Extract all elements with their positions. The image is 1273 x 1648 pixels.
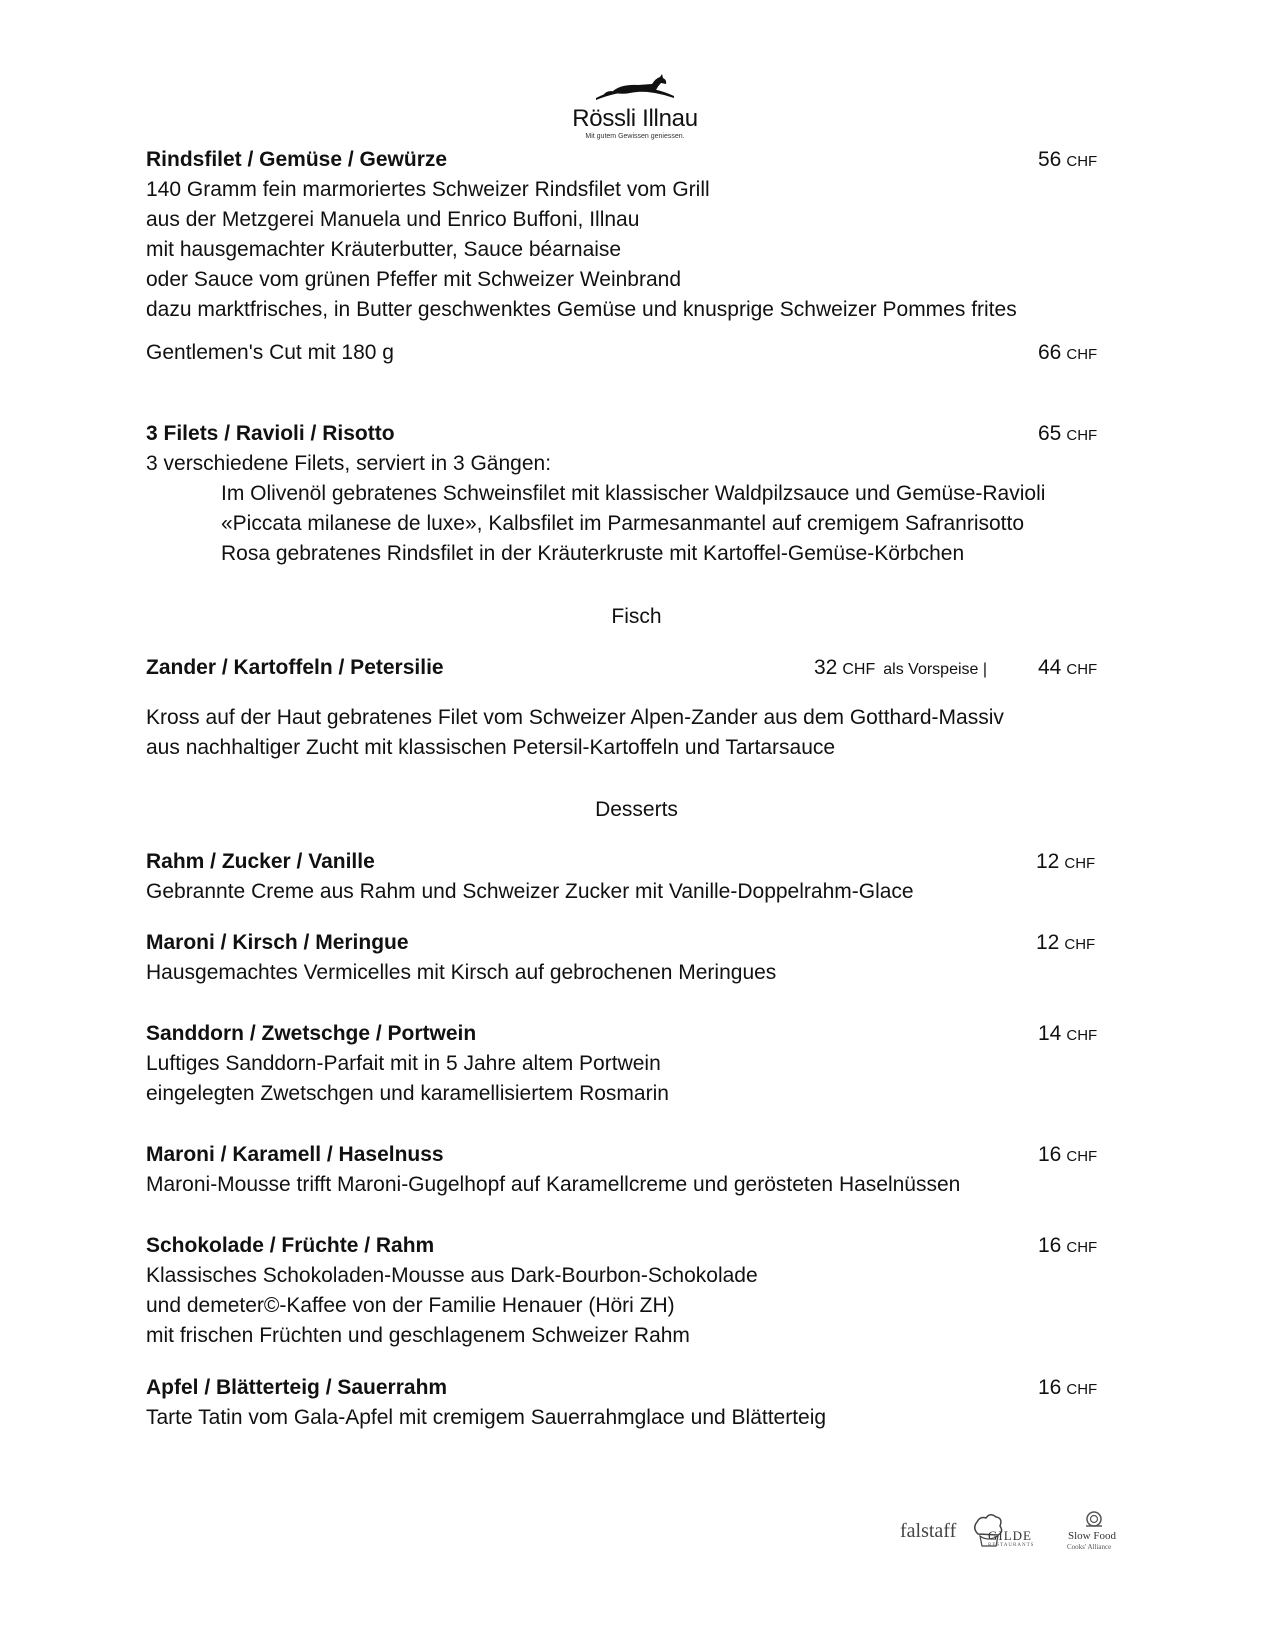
starter-price: 32 CHF als Vorspeise |: [814, 656, 988, 679]
menu-item-description: Klassisches Schokoladen-Mousse aus Dark-Bourbon-Schokolade: [146, 1264, 758, 1287]
footer-partner-logos: [900, 1510, 1125, 1558]
slowfood-logo-sub: Cooks' Alliance: [1067, 1543, 1112, 1551]
menu-item-price: 65 CHF: [1038, 422, 1098, 445]
menu-item-price: 12 CHF: [1036, 931, 1096, 954]
logo-name: Rössli Illnau: [572, 105, 698, 132]
menu-item-title: Rahm / Zucker / Vanille: [146, 850, 375, 873]
menu-item-title: Maroni / Kirsch / Meringue: [146, 931, 409, 954]
menu-item-variant: Gentlemen's Cut mit 180 g: [146, 341, 394, 364]
menu-item-description: aus der Metzgerei Manuela und Enrico Buffoni, Illnau: [146, 208, 640, 231]
menu-item-title: Zander / Kartoffeln / Petersilie: [146, 656, 444, 679]
menu-item-description: dazu marktfrisches, in Butter geschwenktes Gemüse und knusprige Schweizer Pommes frites: [146, 298, 1017, 321]
menu-item-title: 3 Filets / Ravioli / Risotto: [146, 422, 395, 445]
menu-item-price: 16 CHF: [1038, 1234, 1098, 1257]
menu-item-description: aus nachhaltiger Zucht mit klassischen Petersil-Kartoffeln und Tartarsauce: [146, 736, 836, 759]
gilde-logo: GILDE: [988, 1528, 1032, 1543]
menu-item-title: Apfel / Blätterteig / Sauerrahm: [146, 1376, 448, 1399]
restaurant-logo: [540, 72, 730, 152]
menu-item-description: 140 Gramm fein marmoriertes Schweizer Rindsfilet vom Grill: [146, 178, 710, 201]
menu-course: «Piccata milanese de luxe», Kalbsfilet im Parmesanmantel auf cremigem Safranrisotto: [221, 512, 1025, 535]
menu-item-price: 16 CHF: [1038, 1376, 1098, 1399]
menu-item-description: Luftiges Sanddorn-Parfait mit in 5 Jahre altem Portwein: [146, 1052, 661, 1075]
horse-icon: [590, 72, 680, 106]
falstaff-logo: falstaff: [900, 1520, 957, 1542]
section-heading-desserts: Desserts: [595, 798, 678, 821]
menu-item-title: Schokolade / Früchte / Rahm: [146, 1234, 435, 1257]
menu-item-description: Tarte Tatin vom Gala-Apfel mit cremigem Sauerrahmglace und Blätterteig: [146, 1406, 827, 1429]
menu-item-description: Hausgemachtes Vermicelles mit Kirsch auf gebrochenen Meringues: [146, 961, 777, 984]
menu-item-description: eingelegten Zwetschgen und karamellisiertem Rosmarin: [146, 1082, 669, 1105]
section-heading-fish: Fisch: [611, 605, 662, 628]
menu-item-price: 12 CHF: [1036, 850, 1096, 873]
menu-item-description: oder Sauce vom grünen Pfeffer mit Schweizer Weinbrand: [146, 268, 681, 291]
menu-item-description: Maroni-Mousse trifft Maroni-Gugelhopf auf Karamellcreme und gerösteten Haselnüssen: [146, 1173, 961, 1196]
menu-item-variant-price: 66 CHF: [1038, 341, 1098, 364]
menu-item-title: Maroni / Karamell / Haselnuss: [146, 1143, 444, 1166]
menu-item-price: 44 CHF: [1038, 656, 1098, 679]
menu-item-description: Kross auf der Haut gebratenes Filet vom Schweizer Alpen-Zander aus dem Gotthard-Massiv: [146, 706, 1004, 729]
menu-item-title: Rindsfilet / Gemüse / Gewürze: [146, 148, 448, 171]
slowfood-logo: Slow Food: [1068, 1530, 1116, 1542]
gilde-logo-sub: RESTAURANTS: [988, 1543, 1035, 1548]
menu-item-description: und demeter©-Kaffee von der Familie Henauer (Höri ZH): [146, 1294, 675, 1317]
menu-item-description: mit hausgemachter Kräuterbutter, Sauce béarnaise: [146, 238, 622, 261]
menu-item-description: Gebrannte Creme aus Rahm und Schweizer Zucker mit Vanille-Doppelrahm-Glace: [146, 880, 914, 903]
menu-course: Rosa gebratenes Rindsfilet in der Kräuterkruste mit Kartoffel-Gemüse-Körbchen: [221, 542, 965, 565]
menu-item-title: Sanddorn / Zwetschge / Portwein: [146, 1022, 477, 1045]
menu-item-price: 14 CHF: [1038, 1022, 1098, 1045]
menu-course: Im Olivenöl gebratenes Schweinsfilet mit klassischer Waldpilzsauce und Gemüse-Ravioli: [221, 482, 1046, 505]
menu-item-description: mit frischen Früchten und geschlagenem Schweizer Rahm: [146, 1324, 690, 1347]
menu-item-price: 16 CHF: [1038, 1143, 1098, 1166]
menu-item-intro: 3 verschiedene Filets, serviert in 3 Gängen:: [146, 452, 552, 475]
logo-tagline: Mit gutem Gewissen geniessen.: [585, 133, 685, 140]
menu-item-price: 56 CHF: [1038, 148, 1098, 171]
snail-icon: [1084, 1510, 1104, 1528]
